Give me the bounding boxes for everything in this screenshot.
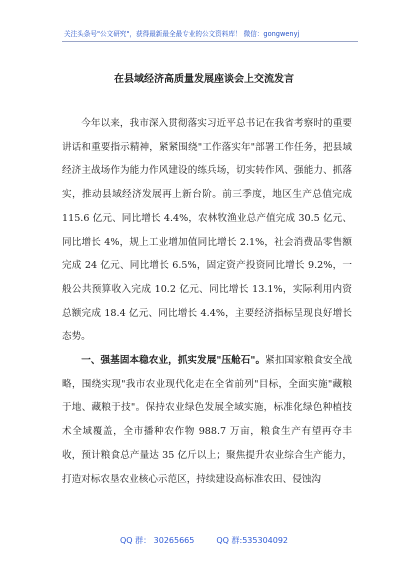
footer-qq-group-1: QQ 群： 30265665 (119, 536, 195, 545)
footer-qq-group-2: QQ 群:535304092 (216, 536, 289, 545)
paragraph-agriculture (62, 349, 352, 491)
header-divider (62, 41, 358, 42)
header-note: 关注头条号"公文研究"，获得最新最全最专业的公文资料库！ 微信：gongwenyj (64, 30, 300, 38)
paragraph-intro: 今年以来，我市深入贯彻落实习近平总书记在我省考察时的重要讲话和重要指示精神，紧紧围绕"工作落实年"部署工作任务，把县域经济主战场作为能力作风建设的练兵场，切实转作风、强能力、抓落实，推动县域经济发展再上新台阶。前三季度，地区生产总值完成 115.6 亿元、同比增长 4.4%，农林牧渔业总产值完成 30.5 亿元、同比增长 4%，规上工业增加值同比增长 2.1%，社会消费品零售额完成 24 亿元、同比增长 6.5%，固定资产投资同比增长 9.2%，一般公共预算收入完成 10.2 亿元、同比增长 13.1%，实际利用内资总额完成 18.4 亿元、同比增长 4.4%，主要经济指标呈现良好增长态势。 (62, 118, 352, 343)
document-title: 在县域经济高质量发展座谈会上交流发言 (114, 74, 294, 85)
paragraph-agriculture-text: 紧扣国家粮食安全战略，围绕实现"我市农业现代化走在全省前列"目标，全面实施"藏粮于地、藏粮于技"。保持农业绿色发展全域实施，标准化绿色种植技术全域覆盖，全市播种农作物 988.7 万亩，粮食生产有望再夺丰收，预计粮食总产量达 35 亿斤以上；聚焦提升农业综合生产能力，打造对标农垦农业核心示范区，持续建设高标准农田、侵蚀沟 (62, 355, 353, 485)
footer (0, 536, 408, 546)
section-heading: 一、强基固本稳农业，抓实发展"压舱石"。 (81, 355, 266, 367)
document-body (62, 112, 352, 491)
